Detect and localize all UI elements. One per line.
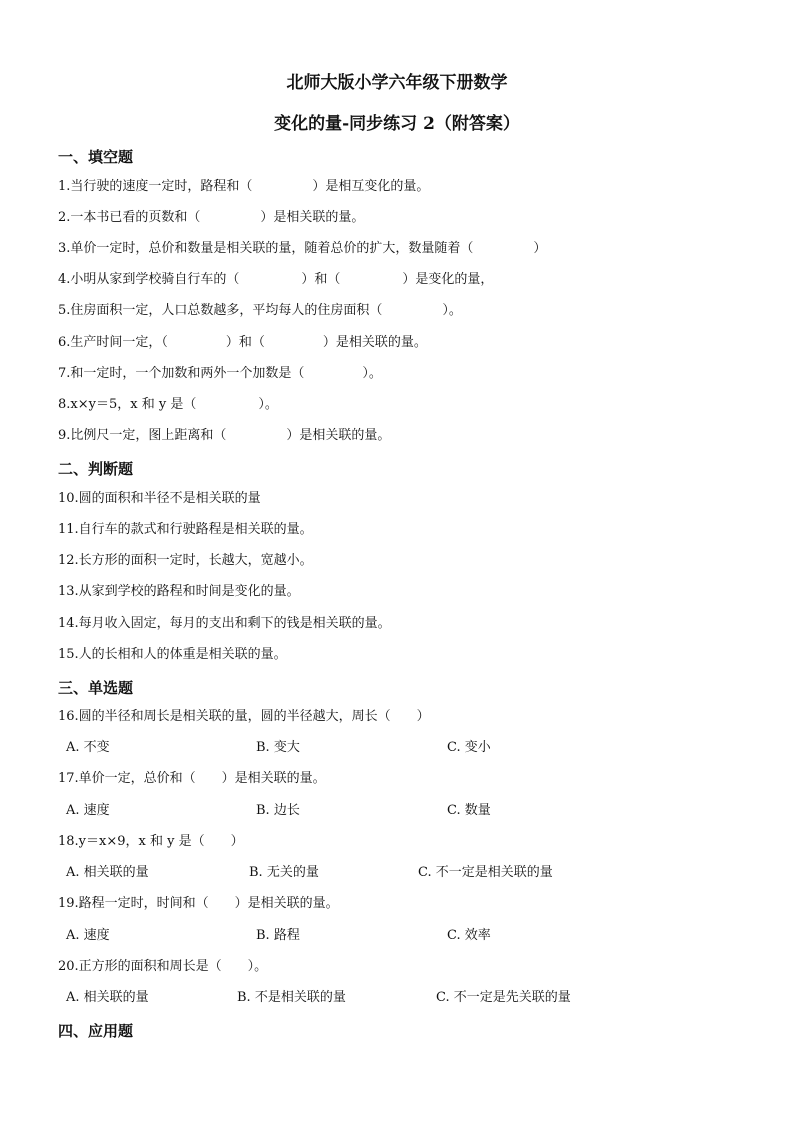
question-16: 16.圆的半径和周长是相关联的量，圆的半径越大，周长（ ）	[58, 709, 430, 724]
option-a: A. 相关联的量	[66, 865, 149, 880]
option-c: C. 变小	[447, 740, 491, 755]
question-text: ）。	[258, 397, 278, 412]
section-heading-judge: 二、判断题	[58, 460, 134, 478]
question-15: 15.人的长相和人的体重是相关联的量。	[58, 647, 287, 662]
question-text: ）是相关联的量。	[260, 210, 365, 225]
question-10: 10.圆的面积和半径不是相关联的量	[58, 491, 261, 506]
question-text: 7.和一定时，一个加数和两外一个加数是（	[58, 366, 305, 381]
option-c: C. 不一定是先关联的量	[436, 990, 571, 1005]
option-c: C. 效率	[447, 928, 491, 943]
option-a: A. 速度	[66, 803, 110, 818]
question-text: ）	[533, 241, 547, 256]
question-6	[58, 335, 427, 351]
question-text: 1.当行驶的速度一定时，路程和（	[58, 179, 253, 194]
option-b: B. 变大	[256, 740, 300, 755]
document-title: 北师大版小学六年级下册数学	[286, 73, 508, 93]
option-c: C. 不一定是相关联的量	[418, 865, 553, 880]
question-12: 12.长方形的面积一定时，长越大，宽越小。	[58, 553, 313, 568]
question-text: ）是变化的量，	[402, 272, 494, 287]
question-text: ）。	[362, 366, 382, 381]
option-b: B. 不是相关联的量	[237, 990, 346, 1005]
question-text: ）是相关联的量。	[322, 335, 427, 350]
question-text: ）和（	[301, 272, 341, 287]
option-c: C. 数量	[447, 803, 491, 818]
question-text: 3.单价一定时，总价和数量是相关联的量，随着总价的扩大，数量随着（	[58, 241, 474, 256]
question-1	[58, 179, 429, 195]
question-3	[58, 241, 546, 257]
question-text: ）和（	[225, 335, 265, 350]
option-b: B. 路程	[256, 928, 300, 943]
option-a: A. 相关联的量	[66, 990, 149, 1005]
question-text: ）是相互变化的量。	[312, 179, 430, 194]
question-18: 18.y＝x×9，x 和 y 是（ ）	[58, 834, 244, 849]
option-b: B. 无关的量	[249, 865, 319, 880]
question-14: 14.每月收入固定，每月的支出和剩下的钱是相关联的量。	[58, 616, 391, 631]
question-11: 11.自行车的款式和行驶路程是相关联的量。	[58, 522, 313, 537]
question-2	[58, 210, 364, 226]
section-heading-choice: 三、单选题	[58, 679, 134, 697]
option-b: B. 边长	[256, 803, 300, 818]
question-text: 6.生产时间一定，（	[58, 335, 168, 350]
question-text: 2.一本书已看的页数和（	[58, 210, 201, 225]
option-a: A. 不变	[66, 740, 110, 755]
question-text: 9.比例尺一定，图上距离和（	[58, 428, 227, 443]
question-13: 13.从家到学校的路程和时间是变化的量。	[58, 584, 300, 599]
question-8	[58, 397, 278, 413]
question-19: 19.路程一定时，时间和（ ）是相关联的量。	[58, 896, 339, 911]
question-7	[58, 366, 382, 382]
question-17: 17.单价一定，总价和（ ）是相关联的量。	[58, 771, 326, 786]
question-4	[58, 272, 493, 288]
question-9	[58, 428, 390, 444]
question-text: ）。	[442, 303, 462, 318]
question-text: 4.小明从家到学校骑自行车的（	[58, 272, 240, 287]
question-20: 20.正方形的面积和周长是（ ）。	[58, 959, 268, 974]
section-heading-apply: 四、应用题	[58, 1022, 134, 1040]
question-text: 8.x×y＝5，x 和 y 是（	[58, 397, 197, 412]
question-text: 5.住房面积一定，人口总数越多，平均每人的住房面积（	[58, 303, 383, 318]
section-heading-fill: 一、填空题	[58, 148, 134, 166]
question-5	[58, 303, 462, 319]
question-text: ）是相关联的量。	[286, 428, 391, 443]
option-a: A. 速度	[66, 928, 110, 943]
document-subtitle: 变化的量-同步练习 2（附答案）	[274, 114, 520, 134]
